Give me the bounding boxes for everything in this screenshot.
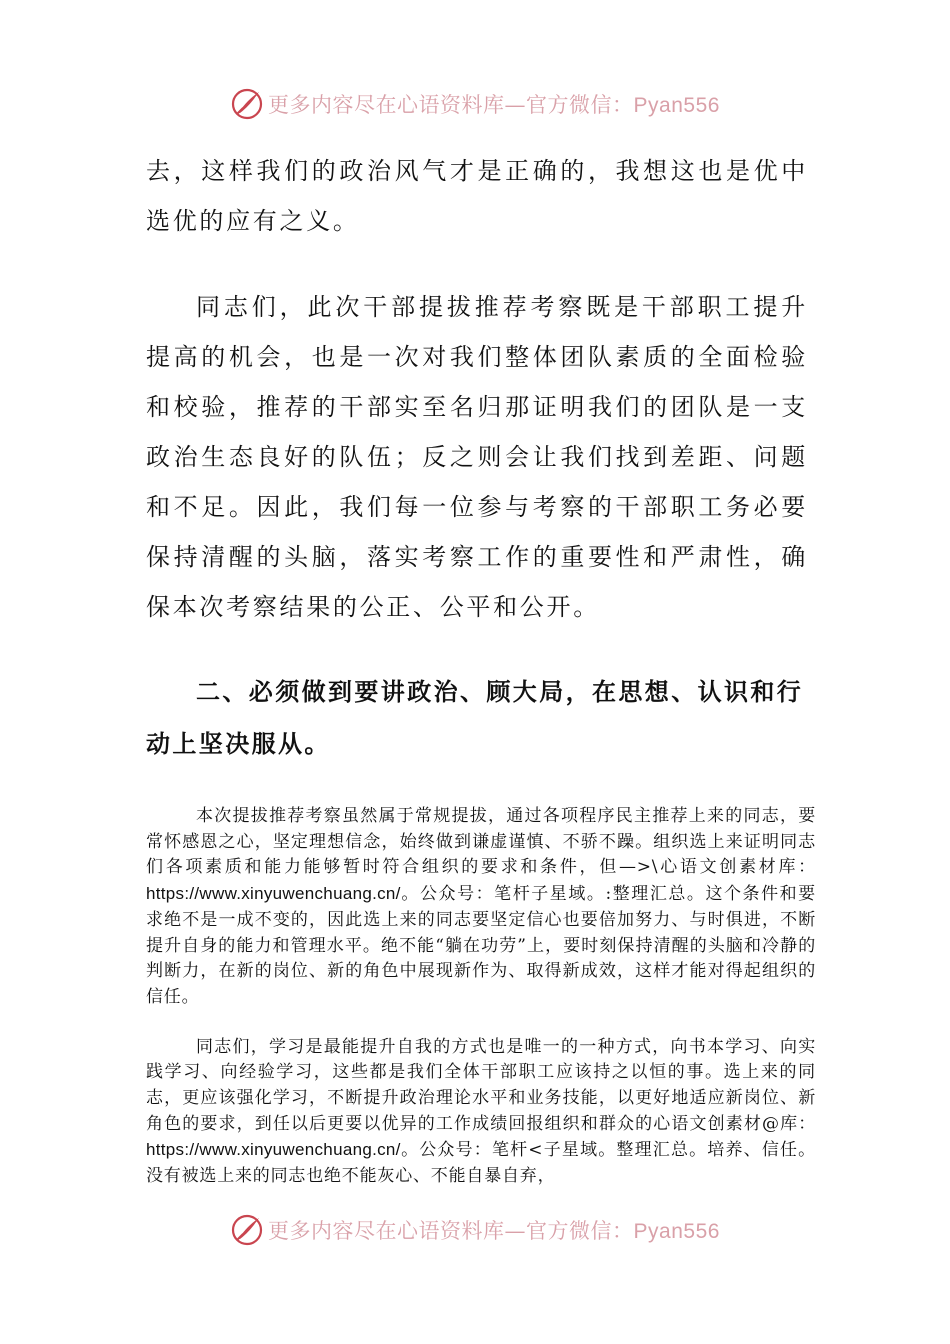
footer-banner-text: 更多内容尽在心语资料库—官方微信：Pyan556 <box>268 1219 720 1243</box>
paragraph-learning: 同志们，学习是最能提升自我的方式也是唯一的一种方式，向书本学习、向实践学习、向经验学习，这些都是我们全体干部职工应该持之以恒的事。选上来的同志，更应该强化学习，不断提升政治理论水平和业务技能，以更好地适应新岗位、新角色的要求，到任以后更要以优异的工作成绩回报组织和群众的心语文创素材@库：https://www.xinyuwenchuang.cn/。公众号：笔杆<子星域。整理汇总。培养、信任。没有被选上来的同志也绝不能灰心、不能自暴自弃， <box>146 1036 816 1187</box>
section-heading: 二、必须做到要讲政治、顾大局，在思想、认识和行动上坚决服从。 <box>146 678 804 758</box>
source-url: https://www.xinyuwenchuang.cn/ <box>146 884 401 904</box>
source-url: https://www.xinyuwenchuang.cn/ <box>146 1140 401 1160</box>
header-banner <box>0 82 950 126</box>
paragraph-promotion: 本次提拔推荐考察虽然属于常规提拔，通过各项程序民主推荐上来的同志，要常怀感恩之心，坚定理想信念，始终做到谦虚谨慎、不骄不躁。组织选上来证明同志们各项素质和能力能够暂时符合组织的要求和条件，但—>\心语文创素材库：https://www.xinyuwenchuang.cn/。公众号：笔杆子星域。:整理汇总。这个条件和要求绝不是一成不变的，因此选上来的同志要坚定信心也要倍加努力、与时俱进，不断提升自身的能力和管理水平。绝不能“躺在功劳”上，要时刻保持清醒的头脑和冷静的判断力，在新的岗位、新的角色中展现新作为、取得新成效，这样才能对得起组织的信任。 <box>146 806 816 1007</box>
header-banner-text: 更多内容尽在心语资料库—官方微信：Pyan556 <box>268 93 720 117</box>
footer-banner <box>0 1208 950 1252</box>
paragraph-comrades: 同志们，此次干部提拔推荐考察既是干部职工提升提高的机会，也是一次对我们整体团队素质的全面检验和校验，推荐的干部实至名归那证明我们的团队是一支政治生态良好的队伍；反之则会让我们找到差距、问题和不足。因此，我们每一位参与考察的干部职工务必要保持清醒的头脑，落实考察工作的重要性和严肃性，确保本次考察结果的公正、公平和公开。 <box>146 293 808 621</box>
document-body <box>146 146 816 1190</box>
feather-pen-logo-icon <box>230 1213 264 1247</box>
feather-pen-logo-icon <box>230 87 264 121</box>
paragraph-continued: 去，这样我们的政治风气才是正确的，我想这也是优中选优的应有之义。 <box>146 157 808 235</box>
